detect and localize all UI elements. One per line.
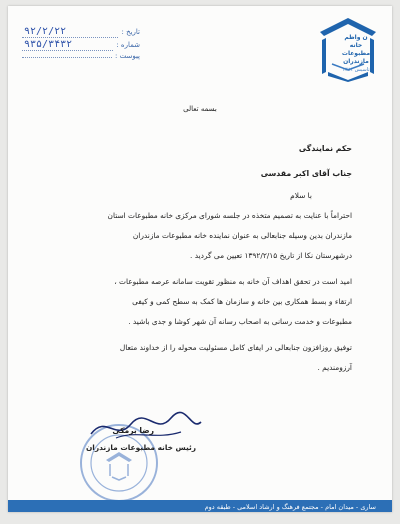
logo-line-1: خانه: [349, 42, 363, 49]
body-line: مطبوعات و خدمت رسانی به اصحاب رسانه آن شهر کوشا و جدی باشید .: [128, 317, 352, 326]
logo-prefix: ن واظم: [344, 34, 368, 41]
recipient: جناب آقای اکبر مقدسی: [260, 169, 352, 178]
logo-line-2: مطبوعات: [341, 50, 371, 57]
logo-established: تاسیس ۱۳۸۱: [342, 67, 370, 73]
signer-name: رضا برمکی: [112, 426, 154, 435]
date-label: تاریخ :: [121, 28, 140, 36]
attachment-value: [22, 57, 112, 58]
date-value: ۹۲/۲/۲۲: [22, 26, 118, 38]
body-line: درشهرستان نکا از تاریخ ۱۳۹۲/۲/۱۵ تعیین می گردید .: [190, 251, 352, 260]
body-line: امید است در تحقق اهداف آن خانه به منظور تقویت سامانه عرصه مطبوعات ،: [114, 277, 352, 286]
letter-title: حکم نمایندگی: [298, 144, 352, 153]
body-line: احتراماً با عنایت به تصمیم متخذه در جلسه شورای مرکزی خانه مطبوعات استان: [107, 211, 352, 220]
attachment-label: پیوست :: [115, 52, 140, 60]
number-value: ۹۳۵/۳۴۳۲: [22, 39, 113, 51]
signer-title: رئیس خانه مطبوعات مازندران: [86, 443, 196, 452]
number-row: [22, 39, 140, 52]
bismillah: بسمه تعالی: [183, 105, 217, 113]
body-line: ارتقاء و بسط همکاری بین خانه و سازمان ها کمک به سطح کمی و کیفی: [132, 297, 352, 306]
body-line: توفیق روزافزون جنابعالی در ایفای کامل مسئولیت محوله را از خداوند متعال: [119, 343, 352, 352]
paragraph-2: [114, 272, 352, 332]
attachment-row: [22, 52, 140, 65]
number-label: شماره :: [116, 41, 140, 49]
footer-address: ساری - میدان امام - مجتمع فرهنگ و ارشاد اسلامی - طبقه دوم: [204, 503, 376, 511]
paragraph-1: [108, 206, 352, 266]
paragraph-3: [120, 338, 352, 378]
date-row: [22, 26, 140, 39]
logo-text: [332, 34, 380, 74]
body-line: مازندران بدین وسیله جنابعالی به عنوان نماینده خانه مطبوعات مازندران: [132, 231, 352, 240]
letter-page: [8, 6, 392, 512]
letter-meta: [22, 26, 140, 65]
body-line: آرزومندیم .: [317, 363, 352, 372]
greeting: با سلام: [290, 191, 312, 200]
logo-line-3: مازندران: [343, 58, 369, 65]
